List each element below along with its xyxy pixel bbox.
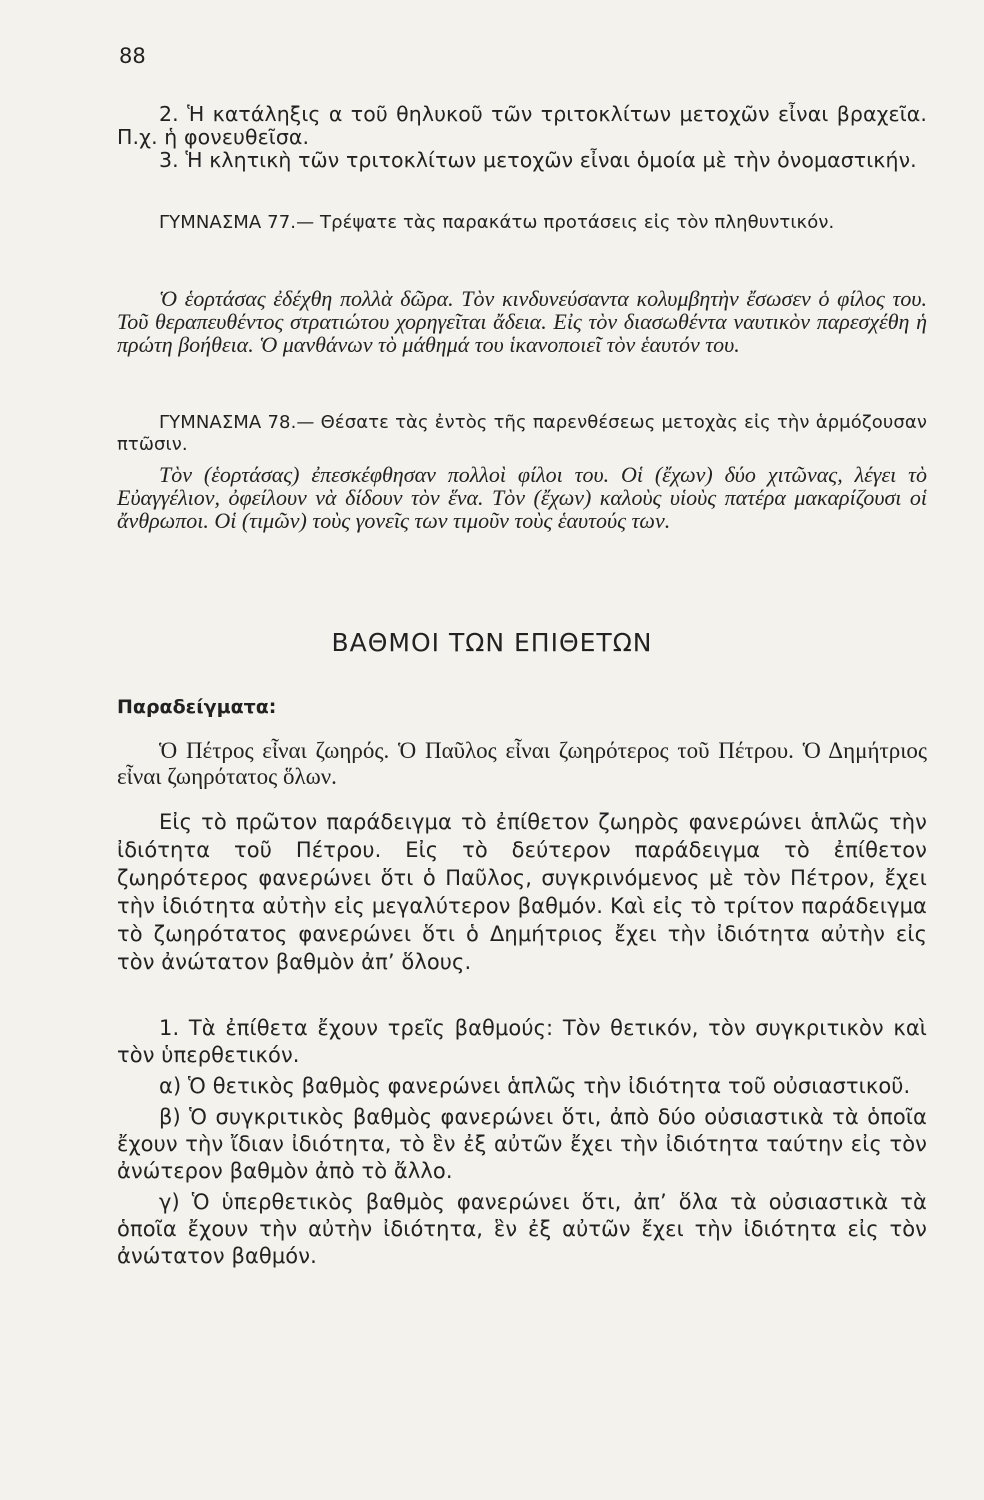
rule-3: 3. Ἡ κλητικὴ τῶν τριτοκλίτων μετοχῶν εἶναι ὁμοία μὲ τὴν ὀνομαστικήν. bbox=[159, 148, 917, 172]
degree-superlative: γ) Ὁ ὑπερθετικὸς βαθμὸς φανερώνει ὅτι, ἀπ’ ὅλα τὰ οὐσιαστικὰ τὰ ὁποῖα ἔχουν τὴν αὐτὴν ἰδιότητα, ἓν ἐξ αὐτῶν ἔχει τὴν ἰδιότητα εἰς τὸν ἀνώτατον βαθμόν. bbox=[117, 1190, 927, 1268]
exercise-77-label: ΓΥΜΝΑΣΜΑ 77.— Τρέψατε τὰς παρακάτω προτάσεις εἰς τὸν πληθυντικόν. bbox=[159, 212, 835, 233]
degree-positive: α) Ὁ θετικὸς βαθμὸς φανερώνει ἁπλῶς τὴν ἰδιότητα τοῦ οὐσιαστικοῦ. bbox=[159, 1074, 911, 1098]
rules-block bbox=[117, 103, 927, 172]
rule-2: 2. Ἡ κατάληξις α τοῦ θηλυκοῦ τῶν τριτοκλίτων μετοχῶν εἶναι βραχεῖα. Π.χ. ἡ φονευθεῖσα. bbox=[117, 102, 927, 149]
examples-text: Ὁ Πέτρος εἶναι ζωηρός. Ὁ Παῦλος εἶναι ζωηρότερος τοῦ Πέτρου. Ὁ Δημήτριος εἶναι ζωηρότατος ὅλων. bbox=[117, 738, 927, 789]
exercise-77-text: Ὁ ἑορτάσας ἐδέχθη πολλὰ δῶρα. Τὸν κινδυνεύσαντα κολυμβητὴν ἔσωσεν ὁ φίλος του. Τοῦ θεραπευθέντος στρατιώτου χορηγεῖται ἄδεια. Εἰς τὸν διασωθέντα ναυτικὸν παρεσχέθη ἡ πρώτη βοήθεια. Ὁ μανθάνων τὸ μάθημά του ἱκανοποιεῖ τὸν ἑαυτόν του. bbox=[117, 286, 927, 357]
degree-comparative: β) Ὁ συγκριτικὸς βαθμὸς φανερώνει ὅτι, ἀπὸ δύο οὐσιαστικὰ τὰ ὁποῖα ἔχουν τὴν ἴδιαν ἰδιότητα, τὸ ἓν ἐξ αὐτῶν ἔχει τὴν ἰδιότητα ταύτην εἰς τὸν ἀνώτερον βαθμὸν ἀπὸ τὸ ἄλλο. bbox=[117, 1105, 927, 1183]
degrees-intro: 1. Τὰ ἐπίθετα ἔχουν τρεῖς βαθμούς: Τὸν θετικόν, τὸν συγκριτικὸν καὶ τὸν ὑπερθετικόν. bbox=[117, 1016, 927, 1067]
page-number: 88 bbox=[119, 44, 146, 68]
explanation-text: Εἰς τὸ πρῶτον παράδειγμα τὸ ἐπίθετον ζωηρὸς φανερώνει ἁπλῶς τὴν ἰδιότητα τοῦ Πέτρου. Εἰς τὸ δεύτερον παράδειγμα τὸ ἐπίθετον ζωηρότερος φανερώνει ὅτι ὁ Παῦλος, συγκρινόμενος μὲ τὸν Πέτρον, ἔχει τὴν ἰδιότητα αὐτὴν εἰς μεγαλύτερον βαθμόν. Καὶ εἰς τὸ τρίτον παράδειγμα τὸ ζωηρότατος φανερώνει ὅτι ὁ Δημήτριος ἔχει τὴν ἰδιότητα αὐτὴν εἰς τὸν ἀνώτατον βαθμὸν ἀπ’ ὅλους. bbox=[117, 810, 927, 974]
exercise-78-text: Τὸν (ἑορτάσας) ἐπεσκέφθησαν πολλοὶ φίλοι του. Οἱ (ἔχων) δύο χιτῶνας, λέγει τὸ Εὐαγγέλιον, ὀφείλουν νὰ δίδουν τὸν ἕνα. Τὸν (ἔχων) καλοὺς υἱοὺς πατέρα μακαρίζουσι οἱ ἄνθρωποι. Οἱ (τιμῶν) τοὺς γονεῖς των τιμοῦν τοὺς ἑαυτούς των. bbox=[117, 462, 927, 533]
degrees-block bbox=[117, 1015, 927, 1270]
examples-label: Παραδείγματα: bbox=[117, 696, 277, 718]
exercise-78-label: ΓΥΜΝΑΣΜΑ 78.— Θέσατε τὰς ἐντὸς τῆς παρενθέσεως μετοχὰς εἰς τὴν ἁρμόζουσαν πτῶσιν. bbox=[117, 412, 927, 455]
section-heading: ΒΑΘΜΟΙ ΤΩΝ ΕΠΙΘΕΤΩΝ bbox=[331, 628, 653, 657]
